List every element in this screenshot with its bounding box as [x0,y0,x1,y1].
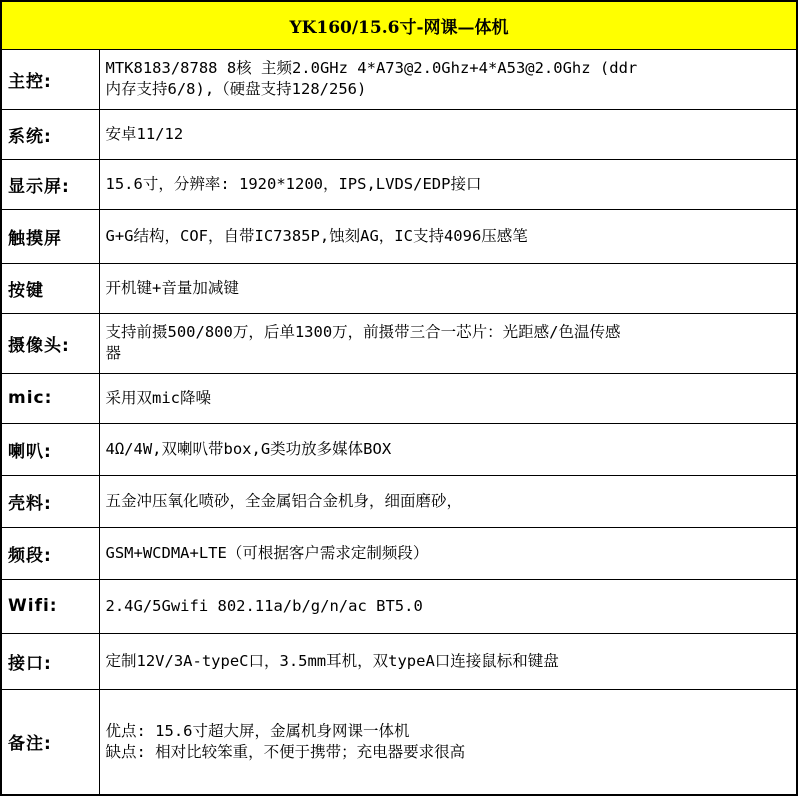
spec-label-shell-material: 壳料: [1,475,99,527]
spec-row-system [1,109,797,159]
spec-row-camera [1,313,797,373]
spec-row-shell-material [1,475,797,527]
spec-value-shell-material [99,475,797,527]
spec-value-touchscreen [99,209,797,263]
spec-value-line: 安卓11/12 [105,124,184,143]
spec-value-line: MTK8183/8788 8核 主频2.0GHz 4*A73@2.0Ghz+4*A53@2.0Ghz (ddr [105,59,638,77]
spec-label-touchscreen: 触摸屏 [1,209,99,263]
spec-label-frequency-band: 频段: [1,527,99,579]
spec-value-mic [99,373,797,423]
spec-label-mic: mic: [1,373,99,423]
spec-row-interface [1,633,797,689]
spec-row-main-control [1,49,797,109]
spec-value-line: GSM+WCDMA+LTE（可根据客户需求定制频段） [105,543,429,562]
spec-row-speaker [1,423,797,475]
spec-value-line: 缺点: 相对比较笨重，不便于携带；充电器要求很高 [105,742,466,761]
spec-value-interface [99,633,797,689]
spec-value-line: 优点: 15.6寸超大屏，金属机身网课一体机 [105,721,410,740]
spec-row-buttons [1,263,797,313]
spec-value-line: 4Ω/4W,双喇叭带box,G类功放多媒体BOX [105,439,392,458]
spec-value-line: 器 [105,344,122,362]
spec-row-wifi [1,579,797,633]
spec-table-body [1,1,797,795]
spec-label-buttons: 按键 [1,263,99,313]
spec-row-remarks [1,689,797,795]
spec-value-remarks [99,689,797,795]
spec-label-main-control: 主控: [1,49,99,109]
spec-value-line: 2.4G/5Gwifi 802.11a/b/g/n/ac BT5.0 [105,596,423,615]
spec-value-line: G+G结构，COF，自带IC7385P,蚀刻AG，IC支持4096压感笔 [105,226,528,245]
spec-value-line: 支持前摄500/800万，后单1300万，前摄带三合一芯片：光距感/色温传感 [105,323,621,341]
title-row [1,1,797,49]
spec-value-line: 15.6寸，分辨率: 1920*1200，IPS,LVDS/EDP接口 [105,174,482,193]
spec-label-wifi: Wifi: [1,579,99,633]
spec-value-buttons [99,263,797,313]
spec-value-frequency-band [99,527,797,579]
spec-value-display [99,159,797,209]
spec-label-speaker: 喇叭: [1,423,99,475]
spec-value-line: 定制12V/3A-typeC口，3.5mm耳机，双typeA口连接鼠标和键盘 [105,651,559,670]
spec-row-display [1,159,797,209]
product-title: YK160/15.6寸-网课—体机 [1,1,797,49]
spec-value-system [99,109,797,159]
spec-value-speaker [99,423,797,475]
spec-value-main-control [99,49,797,109]
spec-label-interface: 接口: [1,633,99,689]
spec-value-camera [99,313,797,373]
spec-label-display: 显示屏: [1,159,99,209]
spec-label-system: 系统: [1,109,99,159]
spec-value-line: 开机键+音量加减键 [105,278,239,297]
spec-label-remarks: 备注: [1,689,99,795]
spec-row-frequency-band [1,527,797,579]
spec-label-camera: 摄像头: [1,313,99,373]
spec-value-line: 采用双mic降噪 [105,388,211,407]
spec-row-mic [1,373,797,423]
spec-value-line: 内存支持6/8),（硬盘支持128/256) [105,80,367,98]
spec-row-touchscreen [1,209,797,263]
spec-value-wifi [99,579,797,633]
spec-value-line: 五金冲压氧化喷砂，全金属铝合金机身，细面磨砂， [105,491,463,510]
